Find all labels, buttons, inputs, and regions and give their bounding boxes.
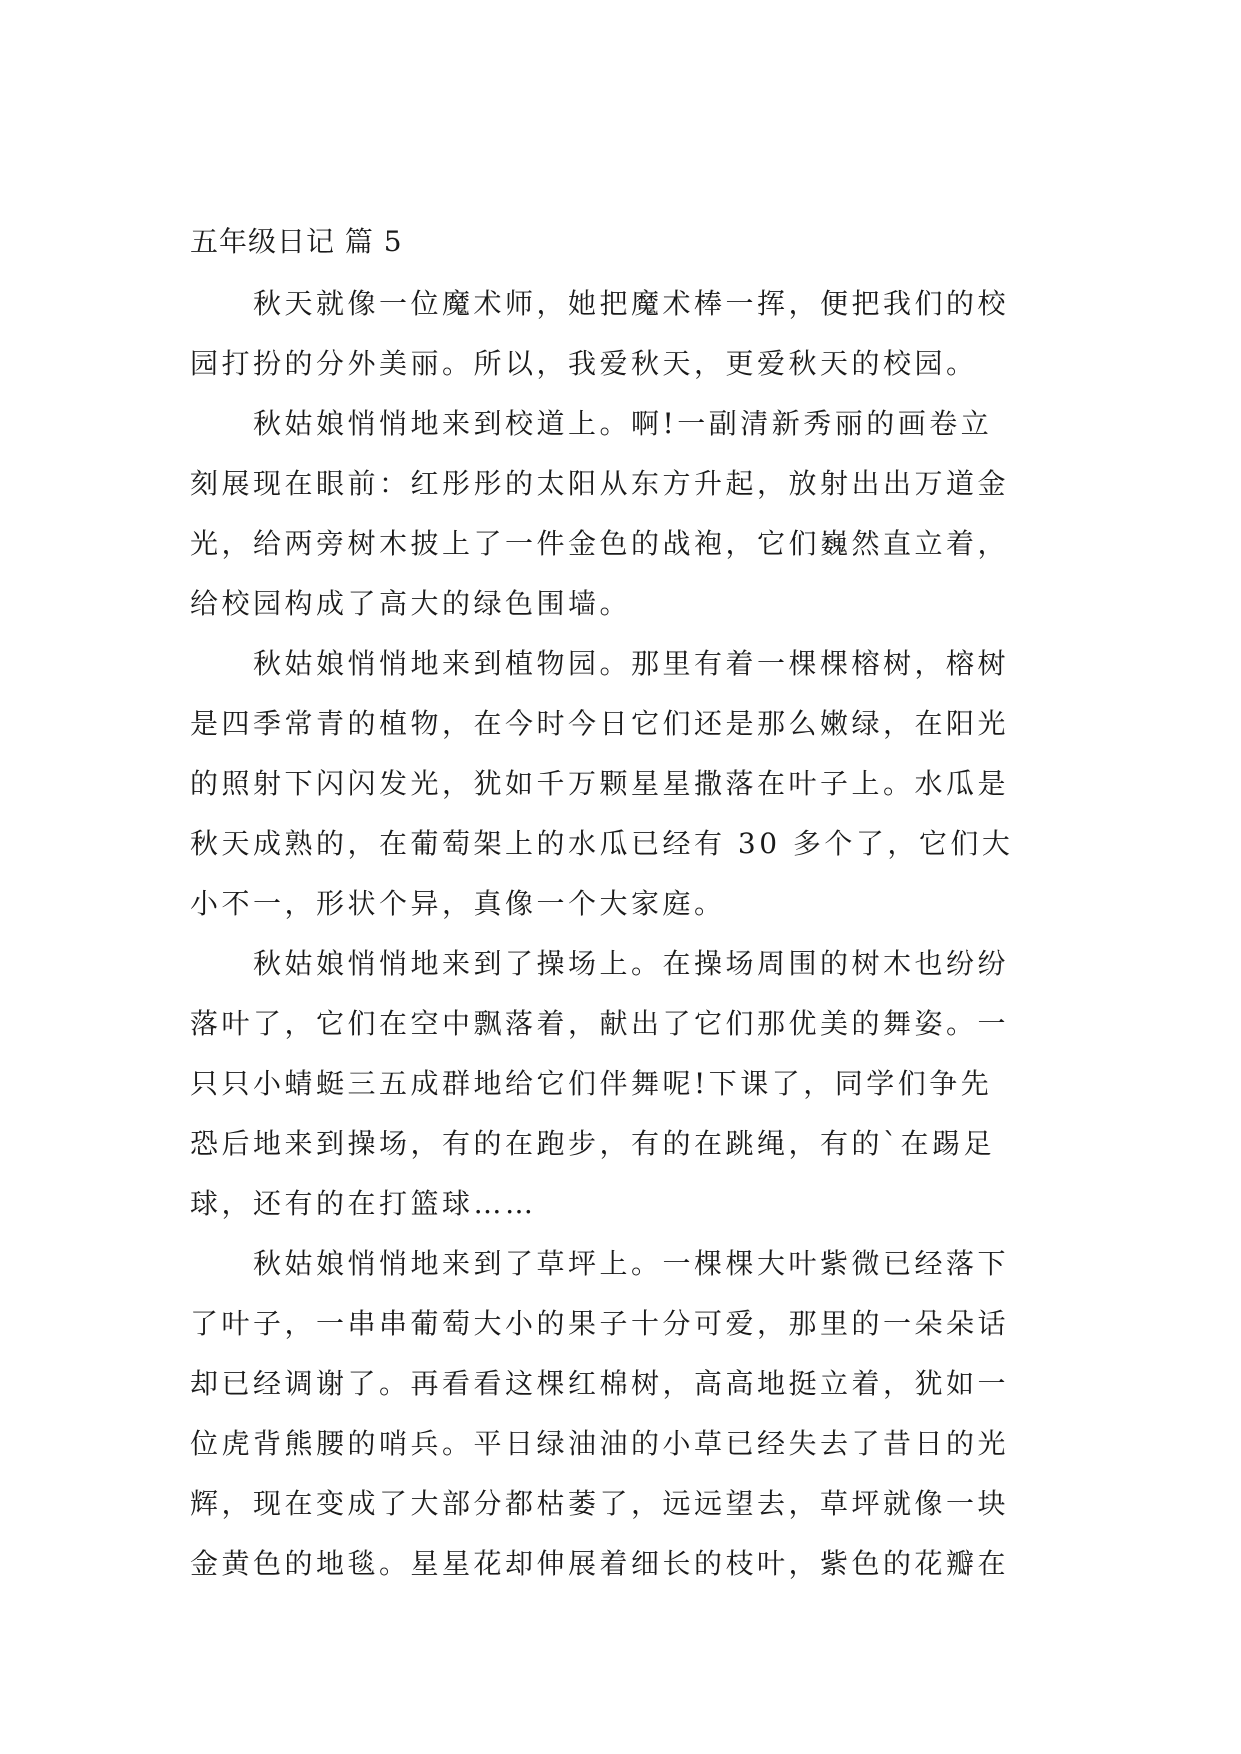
- text-line: 秋姑娘悄悄地来到了草坪上。一棵棵大叶紫微已经落下: [253, 1247, 1010, 1280]
- text-line: 是四季常青的植物，在今时今日它们还是那么嫩绿，在阳光: [190, 707, 1010, 740]
- text-line: 却已经调谢了。再看看这棵红棉树，高高地挺立着，犹如一: [190, 1367, 1010, 1400]
- text-line: 球，还有的在打篮球……: [190, 1187, 537, 1220]
- text-line: 园打扮的分外美丽。所以，我爱秋天，更爱秋天的校园。: [190, 347, 978, 380]
- text-line: 了叶子，一串串葡萄大小的果子十分可爱，那里的一朵朵话: [190, 1307, 1010, 1340]
- text-line: 秋天就像一位魔术师，她把魔术棒一挥，便把我们的校: [253, 287, 1010, 320]
- text-line: 金黄色的地毯。星星花却伸展着细长的枝叶，紫色的花瓣在: [190, 1547, 1010, 1580]
- text-line: 秋姑娘悄悄地来到校道上。啊!一副清新秀丽的画卷立: [253, 407, 993, 440]
- text-line: 秋姑娘悄悄地来到植物园。那里有着一棵棵榕树，榕树: [253, 647, 1010, 680]
- text-line: 给校园构成了高大的绿色围墙。: [190, 587, 632, 620]
- document-title: 五年级日记 篇 5: [190, 225, 403, 258]
- text-line: 落叶了，它们在空中飘落着，献出了它们那优美的舞姿。一: [190, 1007, 1010, 1040]
- text-line: 小不一，形状个异，真像一个大家庭。: [190, 887, 726, 920]
- text-line: 的照射下闪闪发光，犹如千万颗星星撒落在叶子上。水瓜是: [190, 767, 1010, 800]
- text-line: 秋天成熟的，在葡萄架上的水瓜已经有 30 多个了，它们大: [190, 827, 1014, 860]
- text-line: 位虎背熊腰的哨兵。平日绿油油的小草已经失去了昔日的光: [190, 1427, 1010, 1460]
- text-line: 恐后地来到操场，有的在跑步，有的在跳绳，有的`在踢足: [190, 1127, 996, 1160]
- text-line: 刻展现在眼前：红彤彤的太阳从东方升起，放射出出万道金: [190, 467, 1010, 500]
- text-line: 光，给两旁树木披上了一件金色的战袍，它们巍然直立着，: [190, 527, 1010, 560]
- text-line: 只只小蜻蜓三五成群地给它们伴舞呢!下课了，同学们争先: [190, 1067, 993, 1100]
- text-line: 秋姑娘悄悄地来到了操场上。在操场周围的树木也纷纷: [253, 947, 1010, 980]
- text-line: 辉，现在变成了大部分都枯萎了，远远望去，草坪就像一块: [190, 1487, 1010, 1520]
